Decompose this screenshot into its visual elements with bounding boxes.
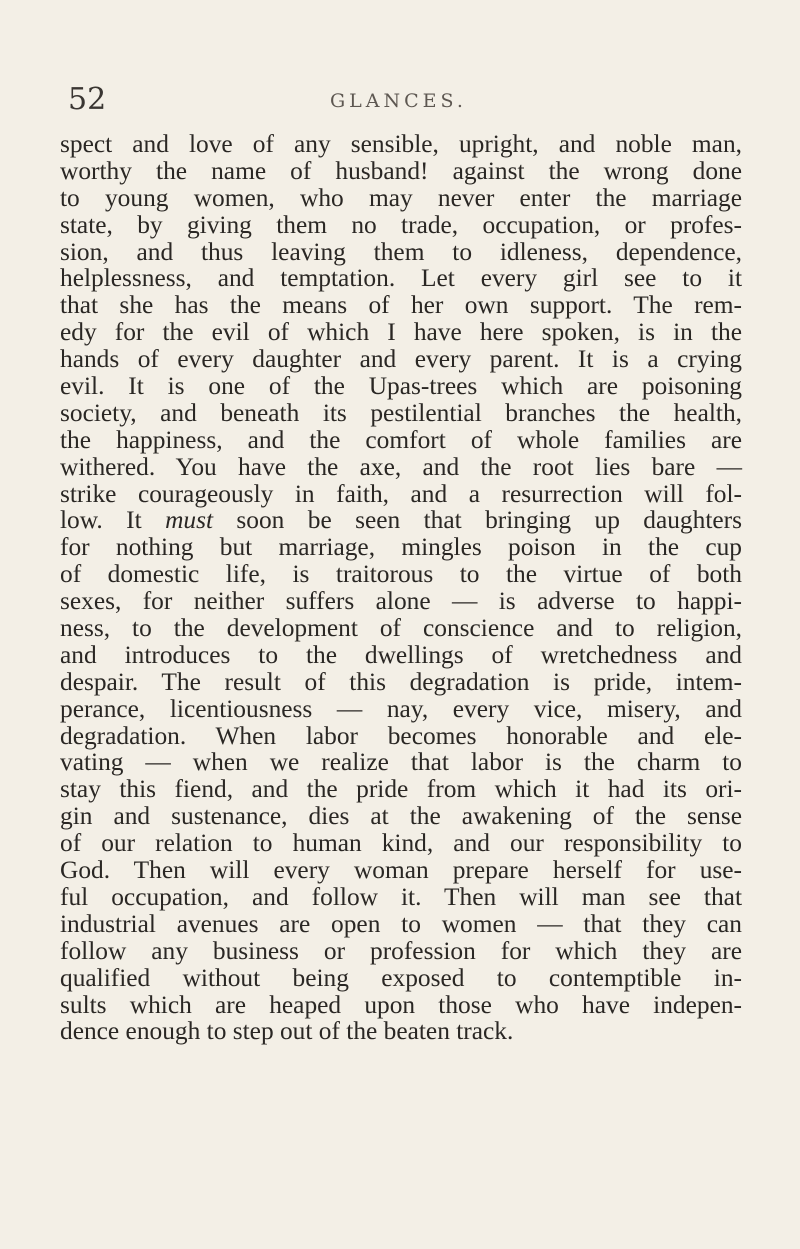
text-line: low. It must soon be seen that bringing up daughters xyxy=(60,506,742,535)
text-line: gin and sustenance, dies at the awakening of the sense xyxy=(60,802,742,831)
text-line: ful occupation, and follow it. Then will man see that xyxy=(60,882,742,911)
text-line: spect and love of any sensible, upright, and noble man, xyxy=(60,130,742,158)
text-line: qualified without being exposed to contemptible in- xyxy=(60,963,742,992)
text-line: worthy the name of husband! against the wrong done xyxy=(60,156,742,185)
text-line: degradation. When labor becomes honorable and ele- xyxy=(60,721,742,750)
text-line: the happiness, and the comfort of whole families are xyxy=(60,425,742,454)
running-title: GLANCES. xyxy=(330,90,467,112)
text-line: follow any business or profession for which they are xyxy=(60,936,742,965)
text-line: withered. You have the axe, and the root lies bare — xyxy=(60,452,742,481)
text-line: state, by giving them no trade, occupation, or profes- xyxy=(60,210,742,239)
text-line: of domestic life, is traitorous to the virtue of both xyxy=(60,560,742,589)
body-paragraph xyxy=(60,131,742,1045)
text-line: hands of every daughter and every parent. It is a crying xyxy=(60,345,742,374)
text-line: despair. The result of this degradation is pride, intem- xyxy=(60,667,742,696)
running-head xyxy=(68,82,748,118)
text-line: God. Then will every woman prepare herself for use- xyxy=(60,856,742,885)
text-line: to young women, who may never enter the marriage xyxy=(60,183,742,212)
text-line: helplessness, and temptation. Let every girl see to it xyxy=(60,264,742,293)
text-line: strike courageously in faith, and a resurrection will fol- xyxy=(60,479,742,508)
text-line: vating — when we realize that labor is the charm to xyxy=(60,748,742,777)
page-number: 52 xyxy=(68,82,107,117)
text-line: of our relation to human kind, and our responsibility to xyxy=(60,829,742,858)
text-line: stay this fiend, and the pride from which it had its ori- xyxy=(60,775,742,804)
text-line: industrial avenues are open to women — that they can xyxy=(60,909,742,938)
text-line: sults which are heaped upon those who have indepen- xyxy=(60,990,742,1019)
text-line: edy for the evil of which I have here spoken, is in the xyxy=(60,318,742,347)
text-line: perance, licentiousness — nay, every vice, misery, and xyxy=(60,694,742,723)
text-line: for nothing but marriage, mingles poison in the cup xyxy=(60,533,742,562)
text-line: that she has the means of her own support. The rem- xyxy=(60,291,742,320)
text-line: ness, to the development of conscience and to religion, xyxy=(60,614,742,643)
text-line: sexes, for neither suffers alone — is adverse to happi- xyxy=(60,587,742,616)
text-line: dence enough to step out of the beaten track. xyxy=(60,1017,514,1046)
text-line: evil. It is one of the Upas-trees which are poisoning xyxy=(60,372,742,401)
text-line: and introduces to the dwellings of wretchedness and xyxy=(60,640,742,669)
text-line: society, and beneath its pestilential branches the health, xyxy=(60,398,742,427)
text-line: sion, and thus leaving them to idleness, dependence, xyxy=(60,237,742,266)
